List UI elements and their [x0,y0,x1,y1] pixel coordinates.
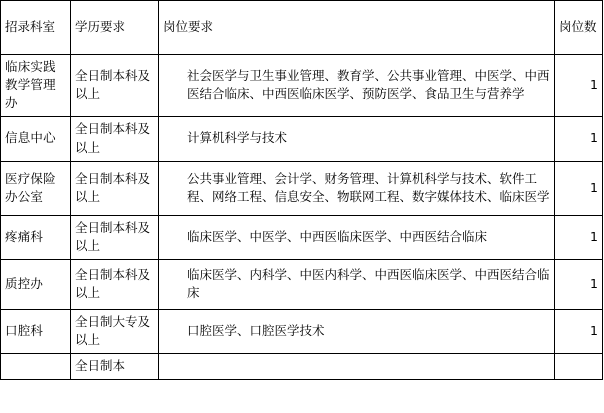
cell-requirement: 临床医学、中医学、中西医临床医学、中西医结合临床 [159,215,555,259]
cell-count: 1 [555,161,603,215]
cell-requirement: 计算机科学与技术 [159,117,555,161]
cell-requirement [159,354,555,380]
table-row [1,55,603,117]
cell-education: 全日制本 [71,354,159,380]
cell-education: 全日制本科及以上 [71,161,159,215]
cell-department: 医疗保险办公室 [1,161,71,215]
cell-requirement: 口腔医学、口腔医学技术 [159,309,555,353]
cell-education: 全日制本科及以上 [71,215,159,259]
cell-education: 全日制本科及以上 [71,259,159,309]
cell-department [1,354,71,380]
cell-count: 1 [555,309,603,353]
cell-requirement: 社会医学与卫生事业管理、教育学、公共事业管理、中医学、中西医结合临床、中西医临床医学、预防医学、食品卫生与营养学 [159,55,555,117]
cell-requirement: 临床医学、内科学、中医内科学、中西医临床医学、中西医结合临床 [159,259,555,309]
cell-education: 全日制大专及以上 [71,309,159,353]
cell-count: 1 [555,117,603,161]
cell-education: 全日制本科及以上 [71,55,159,117]
table-header-row [1,1,603,55]
table-row [1,117,603,161]
cell-department: 信息中心 [1,117,71,161]
column-header-requirement: 岗位要求 [159,1,555,55]
column-header-department: 招录科室 [1,1,71,55]
cell-requirement: 公共事业管理、会计学、财务管理、计算机科学与技术、软件工程、网络工程、信息安全、物联网工程、数字媒体技术、临床医学 [159,161,555,215]
cell-department: 质控办 [1,259,71,309]
cell-count: 1 [555,55,603,117]
cell-count: 1 [555,259,603,309]
table-row [1,215,603,259]
cell-department: 临床实践教学管理办 [1,55,71,117]
table-row [1,259,603,309]
column-header-education: 学历要求 [71,1,159,55]
table-row [1,309,603,353]
cell-department: 疼痛科 [1,215,71,259]
table-row [1,161,603,215]
column-header-count: 岗位数 [555,1,603,55]
cell-education: 全日制本科及以上 [71,117,159,161]
table-row-partial [1,354,603,380]
cell-count: 1 [555,215,603,259]
cell-count [555,354,603,380]
cell-department: 口腔科 [1,309,71,353]
